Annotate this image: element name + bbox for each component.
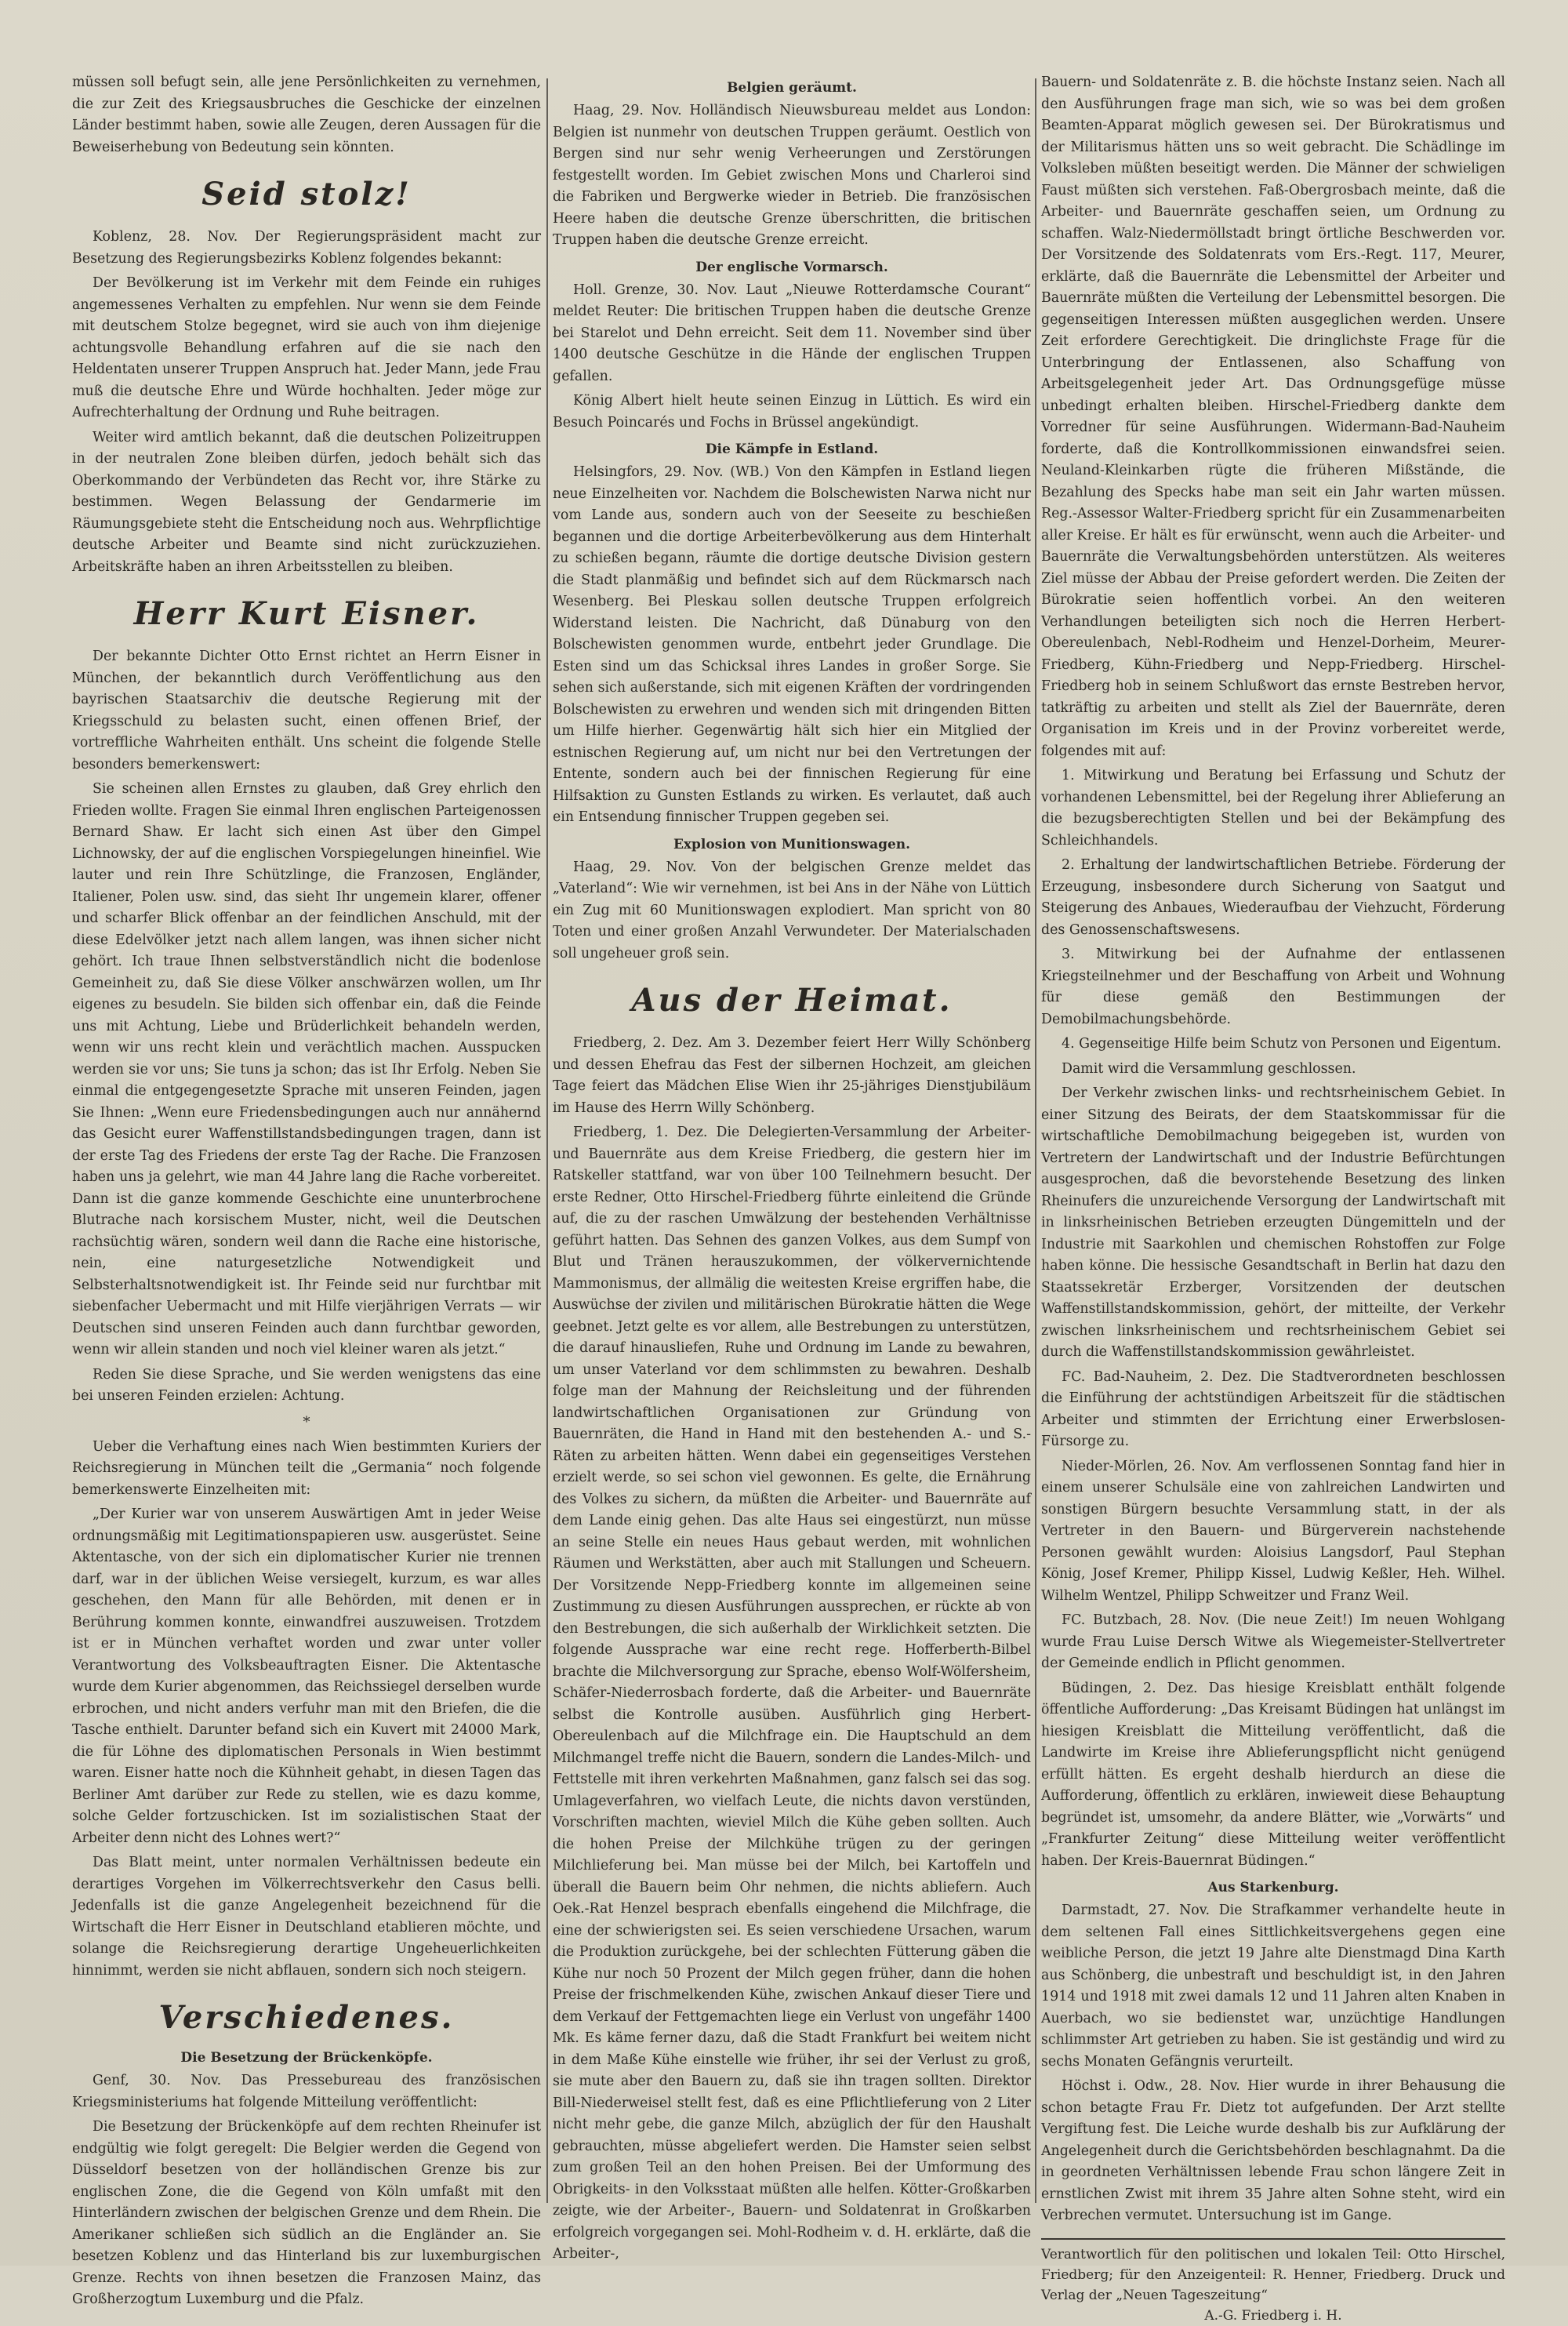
- headline-verschiedenes: Verschiedenes.: [158, 1999, 455, 2036]
- article-text: Genf, 30. Nov. Das Pressebureau des französischen Kriegsministeriums hat folgende Mitteilung veröffentlicht:: [72, 2073, 541, 2110]
- section-star: *: [303, 1413, 310, 1430]
- article-text: Darmstadt, 27. Nov. Die Strafkammer verhandelte heute in dem seltenen Fall eines Sittlichkeitsvergehens gegen eine weibliche Person, die jetzt 19 Jahre alte Dienstmagd Dina Karth aus Schönberg, die unbestraft und beschuldigt ist, in den Jahren 1914 und 1918 mit zwei damals 12 und 11 Jahren alten Knaben in Auerbach, wo sie bedienstet war, unzüchtige Handlungen schlimmster Art getrieben zu haben. Sie ist geständig und wird zu sechs Monaten Gefängnis verurteilt.: [1041, 1903, 1505, 2070]
- article-text: Der bekannte Dichter Otto Ernst richtet an Herrn Eisner in München, der bekanntlich durch Veröffentlichung aus den bayrischen Staatsarchiv die deutsche Regierung mit der Kriegsschuld zu belasten sucht, einen offenen Brief, der vortreffliche Wahrheiten enthält. Uns scheint die folgende Stelle besonders bemerkenswert:: [72, 649, 541, 772]
- article-text: Der Verkehr zwischen links- und rechtsrheinischem Gebiet. In einer Sitzung des Beirats, der dem Staatskommissar für die wirtschaftliche Demobilmachung beigegeben ist, wurden von Vertretern der Landwirtschaft und der Industrie Befürchtungen ausgesprochen, daß die bevorstehende Besetzung des linken Rheinufers die unzureichende Versorgung der Landwirtschaft mit in linksrheinischen Betrieben erzeugten Düngemitteln und der Industrie mit Saarkohlen und chemischen Rohstoffen zur Folge haben könne. Die hessische Gesandtschaft in Berlin hat dazu den Staatssekretär Erzberger, Vorsitzenden der deutschen Waffenstillstandskommission, gehört, der mitteilte, der Verkehr zwischen linksrheinischem und rechtsrheinischem Gebiet sei durch die Waffenstillstandskommission gewährleistet.: [1041, 1085, 1505, 1360]
- list-item: 4. Gegenseitige Hilfe beim Schutz von Personen und Eigentum.: [1062, 1036, 1501, 1052]
- article-text: Friedberg, 1. Dez. Die Delegierten-Versammlung der Arbeiter- und Bauernräte aus dem Kreise Friedberg, die gestern hier im Ratskeller stattfand, war von über 100 Teilnehmern besucht. Der erste Redner, Otto Hirschel-Friedberg führte einleitend die Gründe auf, die zu der raschen Umwälzung der bestehenden Verhältnisse geführt hatten. Das Sehnen des ganzen Volkes, aus dem Sumpf von Blut und Tränen herauszukommen, der völkervernichtende Mammonismus, der allmälig die weitesten Kreise ergriffen habe, die Auswüchse der zivilen und militärischen Bürokratie hätten die Wege geebnet. Jetzt gelte es vor allem, alle Bestrebungen zu unterstützen, die darauf hinausliefen, Ruhe und Ordnung im Lande zu bewahren, um unser Vaterland vor dem schlimmsten zu bewahren. Deshalb folge man der Mahnung der Reichsleitung und der führenden landwirtschaftlichen Organisationen zur Gründung von Bauernräten, die Hand in Hand mit den bestehenden A.- und S.-Räten zu arbeiten hätten. Wenn dabei ein gegenseitiges Verstehen erzielt werde, so sei schon viel gewonnen. Es gelte, die Ernährung des Volkes zu sichern, da müßten die Arbeiter- und Bauernräte auf dem Lande einig gehen. Das alte Haus sei eingestürzt, nun müsse an seine Stelle ein neues Haus gebaut werden, mit wohnlichen Räumen und Werkstätten, aber auch mit Stallungen und Scheuern. Der Vorsitzende Nepp-Friedberg konnte im allgemeinen seine Zustimmung zu diesen Ausführungen aussprechen, er rückte ab von den Bestrebungen, die sich außerhalb der Wirklichkeit setzten. Die folgende Aussprache war eine recht rege. Hofferberth-Bilbel brachte die Milchversorgung zur Sprache, ebenso Wolf-Wölfersheim, Schäfer-Niederrosbach forderte, daß die Arbeiter- und Bauernräte selbst die Kontrolle ausüben. Ausführlich ging Herbert-Obereulenbach auf die Milchfrage ein. Die Hauptschuld an dem Milchmangel treffe nicht die Bauern, sondern die Landes-Milch- und Fettstelle mit ihren verkehrten Maßnahmen, ganz falsch sei das sog. Umlageverfahren, wo vielfach Leute, die nichts davon verstünden, Vorschriften machten, wieviel Milch die Kühe geben sollten. Auch die hohen Preise der Milchkühe trügen zu der geringen Milchlieferung bei. Man müsse bei der Milch, bei Kartoffeln und überall die Bauern beim Ohr nehmen, die nichts abliefern. Auch Oek.-Rat Henzel besprach ebenfalls eingehend die Milchfrage, die eine der schwierigsten sei. Es seien verschiedene Ursachen, warum die Produktion zurückgehe, bei der schlechten Fütterung gäben die Kühe nur noch 50 Prozent der Milch gegen früher, dann die hohen Preise der frischmelkenden Kühe, zwischen Ankauf dieser Tiere und dem Verkauf der Fettgemachten liege ein Verlust von ungefähr 1400 Mk. Es käme ferner dazu, daß die Stadt Frankfurt bei weitem nicht in dem Maße Kühe einstelle wie früher, ihr sei der Verlust zu groß, sie mute aber den Bauern zu, daß sie ihn tragen sollten. Direktor Bill-Niederweisel stellt fest, daß es eine Pflichtlieferung von 2 Liter nicht mehr gebe, die ganze Milch, abzüglich der für den Haushalt gebrauchten, müsse abgeliefert werden. Die Hamster seien selbst zum großen Teil an den hohen Preisen. Bei der Umformung des Obrigkeits- in den Volksstaat müßten alle helfen. Kötter-Großkarben zeigte, wie der Arbeiter-, Bauern- und Soldatenrat in Großkarben erfolgreich vorgegangen sei. Mohl-Rodheim v. d. H. erklärte, daß die Arbeiter-,: [553, 1125, 1031, 2262]
- article-text: Nieder-Mörlen, 26. Nov. Am verflossenen Sonntag fand hier in einem unserer Schulsäle eine von zahlreichen Landwirten und sonstigen Bürgern besuchte Versammlung statt, in der als Vertreter in den Bauern- und Bürgerverein nachstehende Personen gewählt wurden: Aloisius Langsdorf, Paul Stephan König, Josef Kremer, Philipp Kissel, Ludwig Keßler, Heh. Wilhel. Wilhelm Wentzel, Philipp Schweitzer und Franz Weil.: [1041, 1458, 1505, 1604]
- article-text: FC. Butzbach, 28. Nov. (Die neue Zeit!) Im neuen Wohlgang wurde Frau Luise Dersch Witwe als Wiegemeister-Stellvertreter der Gemeinde endlich in Pflicht genommen.: [1041, 1612, 1505, 1671]
- article-text: Die Besetzung der Brückenköpfe auf dem rechten Rheinufer ist endgültig wie folgt geregelt: Die Belgier werden die Gegend von Düsseldorf besetzen von der holländischen Grenze bis zur englischen Zone, die die Gegend von Köln umfaßt mit den Hinterländern zwischen der belgischen Grenze und dem Rhein. Die Amerikaner schließen sich südlich an die Engländer an. Sie besetzen Koblenz und das Hinterland bis zur luxemburgischen Grenze. Rechts von ihnen besetzen die Franzosen Mainz, das Großherzogtum Luxemburg und die Pfalz.: [72, 2119, 541, 2307]
- subheading: Explosion von Munitionswagen.: [673, 836, 911, 852]
- article-text: Weiter wird amtlich bekannt, daß die deutschen Polizeitruppen in der neutralen Zone bleiben dürfen, jedoch behält sich das Oberkommando der Verbündeten das Recht vor, ihre Stärke zu bestimmen. Wegen Belassung der Gendarmerie im Räumungsgebiete steht die Entscheidung noch aus. Wehrpflichtige deutsche Arbeiter und Beamte sind nicht zurückzuziehen. Arbeitskräfte haben an ihren Arbeitsstellen zu bleiben.: [72, 429, 541, 575]
- article-text: Das Blatt meint, unter normalen Verhältnissen bedeute ein derartiges Vorgehen im Völkerrechtsverkehr den Casus belli. Jedenfalls ist die ganze Angelegenheit bezeichnend für die Wirtschaft die Herr Eisner in Deutschland etablieren möchte, und solange die Reichsregierung derartige Ungeheuerlichkeiten hinnimmt, werden sie nicht abflauen, sondern sich noch steigern.: [72, 1855, 541, 1979]
- subheading: Der englische Vormarsch.: [695, 259, 888, 275]
- column-rule: [546, 78, 548, 2203]
- subheading: Die Kämpfe in Estland.: [705, 442, 879, 457]
- column-middle: [553, 72, 1031, 2262]
- list-item: 2. Erhaltung der landwirtschaftlichen Betriebe. Förderung der Erzeugung, insbesondere durch Sicherung von Saatgut und Steigerung des Anbaues, Wiederaufbau der Viehzucht, Förderung des Genossenschaftswesens.: [1041, 857, 1505, 938]
- article-text: Holl. Grenze, 30. Nov. Laut „Nieuwe Rotterdamsche Courant“ meldet Reuter: Die britischen Truppen haben die deutsche Grenze bei Starelot und Dehn erreicht. Seit dem 11. November sind über 1400 deutsche Geschütze in die Hände der englischen Truppen gefallen.: [553, 282, 1031, 384]
- imprint-text: Verantwortlich für den politischen und lokalen Teil: Otto Hirschel, Friedberg; für den Anzeigenteil: R. Henner, Friedberg. Druck und Verlag der „Neuen Tageszeitung“: [1041, 2246, 1505, 2303]
- column-rule: [1035, 78, 1036, 2203]
- imprint-publisher: A.-G. Friedberg i. H.: [1204, 2307, 1342, 2324]
- article-text: „Der Kurier war von unserem Auswärtigen Amt in jeder Weise ordnungsmäßig mit Legitimationspapieren usw. ausgerüstet. Seine Aktentasche, von der sich ein diplomatischer Kurier nie trennen darf, war in der üblichen Weise versiegelt, kurzum, es war alles geschehen, den Mann für alle Behörden, mit denen er in Berührung kommen konnte, einwandfrei auszuweisen. Trotzdem ist er in München verhaftet worden und zwar unter voller Verantwortung des Volksbeauftragten Eisner. Die Aktentasche wurde dem Kurier abgenommen, das Reichssiegel derselben wurde erbrochen, und nicht anders verfuhr man mit den Briefen, die die Tasche enthielt. Darunter befand sich ein Kuvert mit 24000 Mark, die für Löhne des diplomatischen Personals in Wien bestimmt waren. Eisner hatte noch die Kühnheit gehabt, in diesen Tagen das Berliner Amt darüber zur Rede zu stellen, wie es dazu komme, solche Gelder fortzuschicken. Ist im sozialistischen Staat der Arbeiter denn nicht des Lohnes wert?“: [72, 1506, 541, 1846]
- article-text: Haag, 29. Nov. Holländisch Nieuwsbureau meldet aus London: Belgien ist nunmehr von deutschen Truppen geräumt. Oestlich von Bergen sind nur sehr wenig Verheerungen und Zerstörungen festgestellt worden. Im Gebiet zwischen Mons und Charleroi sind die Fabriken und Bergwerke wieder in Betrieb. Die französischen Heere haben die deutsche Grenze überschritten, die britischen Truppen haben die deutsche Grenze erreicht.: [553, 103, 1031, 248]
- column-right: [1041, 72, 1505, 2324]
- subheading: Belgien geräumt.: [727, 80, 857, 96]
- article-text: Bauern- und Soldatenräte z. B. die höchste Instanz seien. Nach all den Ausführungen frage man sich, wie so was bei dem großen Beamten-Apparat möglich gewesen sei. Der Bürokratismus und der Militarismus hätten uns so weit gebracht. Die Schädlinge im Volksleben müßten beseitigt werden. Die Männer der schwieligen Faust müßten sich verstehen. Faß-Obergrosbach meinte, daß die Arbeiter- und Bauernräte geschaffen seien, um Ordnung zu schaffen. Walz-Niedermöllstadt bringt örtliche Beschwerden vor. Der Vorsitzende des Soldatenrats vom Ers.-Regt. 117, Meurer, erklärte, daß die Bauernräte die Lebensmittel der Arbeiter und Bauernräte müßten die Verteilung der Lebensmittel besorgen. Die gegenseitigen Interessen müßten ausgeglichen werden. Unsere Zeit erfordere Gerechtigkeit. Die dringlichste Frage für die Unterbringung der Entlassenen, also Schaffung von Arbeitsgelegenheit jeder Art. Das Ordnungsgefüge müsse unbedingt erhalten bleiben. Hirschel-Friedberg dankte dem Vorredner für seine Ausführungen. Widermann-Bad-Nauheim forderte, daß die Kontrollkommissionen einwandsfrei seien. Neuland-Kleinkarben rügte die früheren Mißstände, die Bezahlung des Specks habe man seit ein Jahr warten müssen. Reg.-Assessor Walter-Friedberg spricht für ein Zusammenarbeiten aller Kreise. Er hält es für erwünscht, wenn auch die Arbeiter- und Bauernräte die Verwaltungsbehörden unterstützen. Als weiteres Ziel müsse der Abbau der Preise gefordert werden. Die Zeiten der Bürokratie seien hoffentlich vorbei. An den weiteren Verhandlungen beteiligten sich noch die Herren Herbert-Obereulenbach, Nebl-Rodheim und Henzel-Dorheim, Meurer-Friedberg, Kühn-Friedberg und Nepp-Friedberg. Hirschel-Friedberg hob in seinem Schlußwort das ernste Bestreben hervor, tatkräftig zu arbeiten und stellt als Ziel der Bauernräte, deren Organisation im Kreis und in der Provinz vorbereitet werde, folgendes mit auf:: [1041, 75, 1505, 759]
- article-text: König Albert hielt heute seinen Einzug in Lüttich. Es wird ein Besuch Poincarés und Fochs in Brüssel angekündigt.: [553, 393, 1031, 431]
- article-text: Büdingen, 2. Dez. Das hiesige Kreisblatt enthält folgende öffentliche Aufforderung: „Das Kreisamt Büdingen hat unlängst im hiesigen Kreisblatt die Mitteilung veröffentlicht, daß die Landwirte im Kreise ihre Ablieferungspflicht nicht genügend erfüllt hätten. Es ergeht deshalb hierdurch an diese die Aufforderung, öffentlich zu erklären, inwieweit diese Behauptung begründet ist, umsomehr, da andere Blätter, wie „Vorwärts“ und „Frankfurter Zeitung“ diese Mitteilung weiter veröffentlicht haben. Der Kreis-Bauernrat Büdingen.“: [1041, 1680, 1505, 1869]
- column-left: [72, 72, 541, 2307]
- article-text: Friedberg, 2. Dez. Am 3. Dezember feiert Herr Willy Schönberg und dessen Ehefrau das Fest der silbernen Hochzeit, am gleichen Tage feiert das Mädchen Elise Wien ihr 25-jähriges Dienstjubiläum im Hause des Herrn Willy Schönberg.: [553, 1035, 1031, 1116]
- article-text: Sie scheinen allen Ernstes zu glauben, daß Grey ehrlich den Frieden wollte. Fragen Sie einmal Ihren englischen Parteigenossen Bernard Shaw. Er lacht sich einen Ast über den Gimpel Lichnowsky, der auf die englischen Vorspiegelungen hineinfiel. Wie lauter und rein Ihre Schützlinge, die Franzosen, Engländer, Italiener, Polen usw. sind, das sieht Ihr ungemein klarer, offener und scharfer Blick offenbar an der feindlichen Anschuld, mit der diese Edelvölker jetzt nach allem langen, was ihnen sicher nicht gehört. Ich traue Ihnen selbstverständlich nicht die bodenlose Gemeinheit zu, daß Sie diese Völker anschwärzen wollen, um Ihr eigenes zu besudeln. Sie bilden sich offenbar ein, daß die Feinde uns mit Achtung, Liebe und Brüderlichkeit behandeln werden, wenn wir uns recht klein und verächtlich machen. Ausspucken werden sie vor uns; Sie tuns ja schon; das ist Ihr Erfolg. Neben Sie einmal die entgegengesetzte Sprache mit unseren Feinden, jagen Sie Ihnen: „Wenn eure Friedensbedingungen auch nur annähernd das Gesicht eurer Waffenstillstandsbedingungen tragen, dann ist der erste Tag des Friedens der erste Tag der Rache. Die Franzosen haben uns ja gelehrt, wie man 44 Jahre lang die Rache vorbereitet. Dann ist die ganze kommende Geschichte eine ununterbrochene Blutrache nach korsischem Muster, nicht, weil die Deutschen rachsüchtig wären, sondern weil dann die Rache eine historische, nein, eine naturgesetzliche Notwendigkeit und Selbsterhaltsnotwendigkeit ist. Ihr Feinde seid nur furchtbar mit siebenfacher Uebermacht und mit Hilfe vierjährigen Verrats — wir Deutschen sind unseren Feinden auch dann furchtbar geworden, wenn wir allein standen und noch viel kleiner waren als jetzt.“: [72, 781, 541, 1357]
- headline-aus-der-heimat: Aus der Heimat.: [631, 982, 953, 1019]
- article-text: Ueber die Verhaftung eines nach Wien bestimmten Kuriers der Reichsregierung in München teilt die „Germania“ noch folgende bemerkenswerte Einzelheiten mit:: [72, 1438, 541, 1498]
- imprint: [1041, 2238, 1505, 2326]
- article-text: Helsingfors, 29. Nov. (WB.) Von den Kämpfen in Estland liegen neue Einzelheiten vor. Nachdem die Bolschewisten Narwa nicht nur vom Lande aus, sondern auch von der Seeseite zu beschießen begannen und die dortige Arbeiterbevölkerung aus dem Hinterhalt zu schießen begann, räumte die dortige deutsche Division gestern die Stadt planmäßig und befindet sich auf dem Rückmarsch nach Wesenberg. Bei Pleskau sollen deutsche Truppen erfolgreich Widerstand leisten. Die Nachricht, daß Dünaburg von den Bolschewisten genommen wurde, entbehrt jeder Grundlage. Die Esten sind um das Schicksal ihres Landes in großer Sorge. Sie sehen sich außerstande, sich mit eigenen Kräften der vordringenden Bolschewisten zu erwehren und wenden sich mit dringenden Bitten um Hilfe hierher. Gegenwärtig hält sich hier ein Mitglied der estnischen Regierung auf, um nicht nur bei den Vertretungen der Entente, sondern auch bei der finnischen Regierung für eine Hilfsaktion zu Gunsten Estlands zu wirken. Es verlautet, daß auch ein Entsendung finnischer Truppen gegeben sei.: [553, 464, 1031, 825]
- article-text: Der Bevölkerung ist im Verkehr mit dem Feinde ein ruhiges angemessenes Verhalten zu empfehlen. Nur wenn sie dem Feinde mit deutschem Stolze begegnet, wird sie auch von ihm diejenige achtungsvolle Behandlung erfahren auf die sie nach den Heldentaten unserer Truppen Anspruch hat. Jeder Mann, jede Frau muß die deutsche Ehre und Würde hochhalten. Jeder möge zur Aufrechterhaltung der Ordnung und Ruhe beitragen.: [72, 275, 541, 420]
- headline-kurt-eisner: Herr Kurt Eisner.: [133, 595, 480, 632]
- article-text: Haag, 29. Nov. Von der belgischen Grenze meldet das „Vaterland“: Wie wir vernehmen, ist bei Ans in der Nähe von Lüttich ein Zug mit 60 Munitionswagen explodiert. Man spricht von 80 Toten und einer großen Anzahl Verwundeter. Der Materialschaden soll ungeheuer groß sein.: [553, 859, 1031, 961]
- headline-seid-stolz: Seid stolz!: [201, 176, 412, 213]
- article-text: Damit wird die Versammlung geschlossen.: [1062, 1060, 1356, 1077]
- article-text: Reden Sie diese Sprache, und Sie werden wenigstens das eine bei unseren Feinden erzielen: Achtung.: [72, 1366, 541, 1404]
- article-text: FC. Bad-Nauheim, 2. Dez. Die Stadtverordneten beschlossen die Einführung der achtstündigen Arbeitszeit für die städtischen Arbeiter und stimmten der Errichtung einer Erwerbslosen-Fürsorge zu.: [1041, 1368, 1505, 1449]
- article-text: müssen soll befugt sein, alle jene Persönlichkeiten zu vernehmen, die zur Zeit des Kriegsausbruches die Geschicke der einzelnen Länder bestimmt haben, sowie alle Zeugen, deren Aussagen für die Beweiserhebung von Bedeutung sein könnten.: [72, 75, 541, 155]
- article-text: Höchst i. Odw., 28. Nov. Hier wurde in ihrer Behausung die schon betagte Frau Fr. Dietz tot aufgefunden. Der Arzt stellte Vergiftung fest. Die Leiche wurde deshalb bis zur Aufklärung der Angelegenheit durch die Gerichtsbehörden beschlagnahmt. Da die in geordneten Verhältnissen lebende Frau schon längere Zeit in ernstlichen Zwist mit ihrem 35 Jahre alten Sohne steht, wird ein Verbrechen vermutet. Untersuchung ist im Gange.: [1041, 2078, 1505, 2223]
- list-item: 3. Mitwirkung bei der Aufnahme der entlassenen Kriegsteilnehmer und der Beschaffung von Arbeit und Wohnung für diese gemäß den Bestimmungen der Demobilmachungsbehörde.: [1041, 947, 1505, 1027]
- list-item: 1. Mitwirkung und Beratung bei Erfassung und Schutz der vorhandenen Lebensmittel, bei der Regelung ihrer Ablieferung an die bezugsberechtigten Stellen und bei der Bekämpfung des Schleichhandels.: [1041, 768, 1505, 849]
- subheading: Aus Starkenburg.: [1207, 1880, 1339, 1895]
- article-text: Koblenz, 28. Nov. Der Regierungspräsident macht zur Besetzung des Regierungsbezirks Koblenz folgendes bekannt:: [72, 229, 541, 267]
- subheading: Die Besetzung der Brückenköpfe.: [180, 2050, 433, 2066]
